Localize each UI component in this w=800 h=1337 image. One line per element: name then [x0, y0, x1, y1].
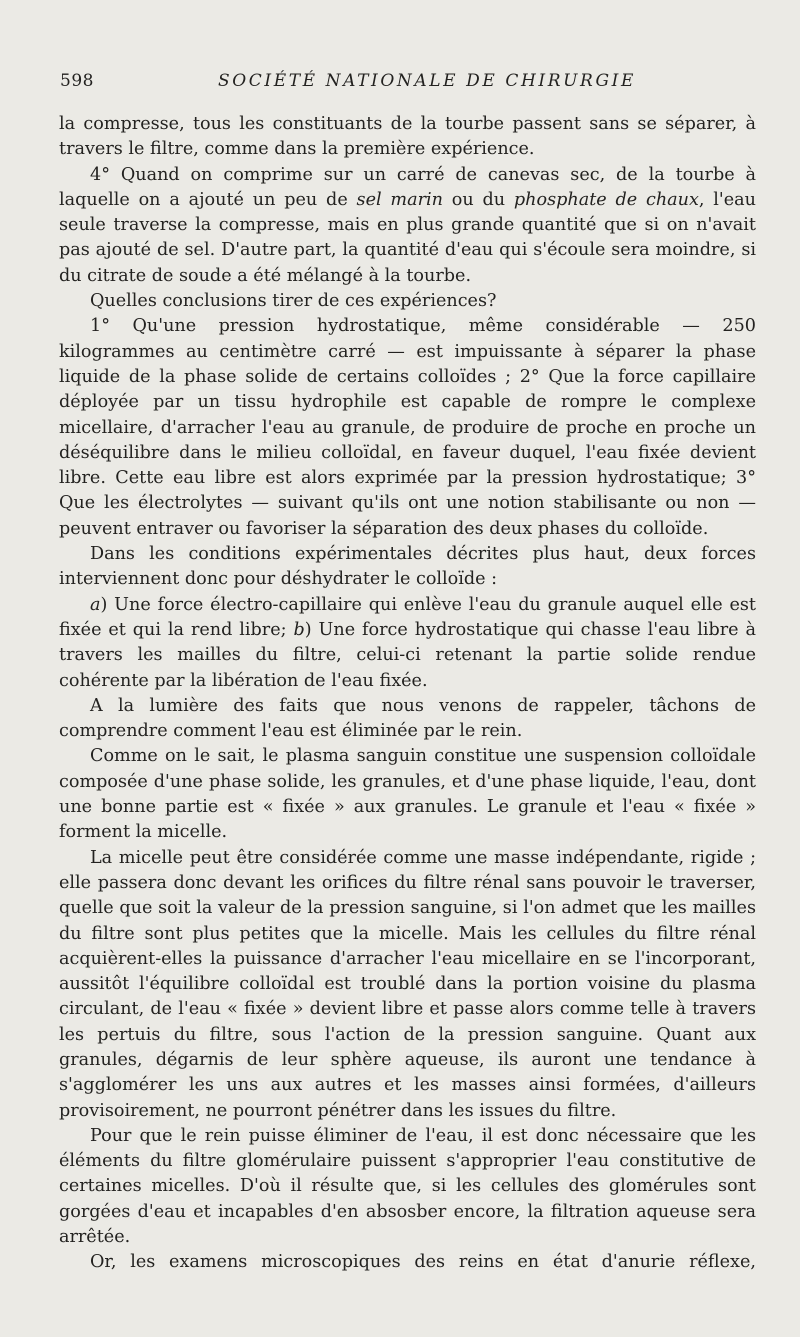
italic-term-phosphate: phosphate de chaux	[513, 189, 699, 210]
page-number: 598	[60, 71, 94, 91]
page-header	[60, 71, 760, 97]
paragraph-plasma: Comme on le sait, le plasma sanguin constitue une suspension colloïdale composée d'une phase solide, les granules, et d'une phase liquide, l'eau, dont une bonne partie est « fixée » aux granules. Le granule et l'eau « fixée » forment la micelle.	[59, 746, 756, 843]
paragraph-text: 4° Quand on comprime sur un carré de canevas sec, de la tourbe à laquelle on a ajouté un peu de	[59, 164, 756, 210]
paragraph-text: ) Une force électro-capillaire qui enlève l'eau du granule auquel elle est fixée et qui la rend libre;	[59, 594, 756, 640]
paragraph-filtre-glomerulaire: Pour que le rein puisse éliminer de l'eau, il est donc nécessaire que les éléments du filtre glomérulaire puissent s'approprier l'eau constitutive de certaines micelles. D'où il résulte que, si les cellules des glomérules sont gorgées d'eau et incapables d'en absosber encore, la filtration aqueuse sera arrêtée.	[59, 1125, 756, 1248]
paragraph-text: ) Une force hydrostatique qui chasse l'eau libre à travers les mailles du filtre, celui-ci retenant la partie solide rendue cohérente par la libération de l'eau fixée.	[59, 619, 756, 691]
paragraph-micelle: La micelle peut être considérée comme une masse indépendante, rigide ; elle passera donc devant les orifices du filtre rénal sans pouvoir le traverser, quelle que soit la valeur de la pression sanguine, si l'on admet que les mailles du filtre sont plus petites que la micelle. Mais les cellules du filtre rénal acquièrent-elles la puissance d'arracher l'eau micellaire en se l'incorporant, aussitôt l'équilibre colloïdal est troublé dans la portion voisine du plasma circulant, de l'eau « fixée » devient libre et passe alors comme telle à travers les pertuis du filtre, sous l'action de la pression sanguine. Quant aux granules, dégarnis de leur sphère aqueuse, ils auront une tendance à s'agglomérer les uns aux autres et les masses ainsi formées, d'ailleurs provisoirement, ne pourront pénétrer dans les issues du filtre.	[59, 847, 756, 1121]
italic-term-sel-marin: sel marin	[356, 189, 443, 210]
paragraph-continuation: la compresse, tous les constituants de la tourbe passent sans se séparer, à travers le filtre, comme dans la première expérience.	[59, 114, 756, 160]
paragraph-experiment-4	[59, 163, 756, 289]
paragraph-text: ou du	[442, 189, 514, 210]
paragraph-question: Quelles conclusions tirer de ces expériences?	[90, 291, 497, 312]
paragraph-rein-question: A la lumière des faits que nous venons de rappeler, tâchons de comprendre comment l'eau est éliminée par le rein.	[59, 695, 756, 742]
paragraph-anurie: Or, les examens microscopiques des reins en état d'anurie réflexe,	[90, 1252, 756, 1273]
list-label-b: b	[293, 619, 305, 640]
running-head: SOCIÉTÉ NATIONALE DE CHIRURGIE	[218, 71, 636, 91]
body-text	[59, 112, 756, 1276]
list-label-a: a	[90, 594, 101, 615]
paragraph-forces-intro: Dans les conditions expérimentales décrites plus haut, deux forces interviennent donc pour déshydrater le colloïde :	[59, 544, 756, 590]
paragraph-conclusions: 1° Qu'une pression hydrostatique, même considérable — 250 kilogrammes au centimètre carré — est impuissante à séparer la phase liquide de la phase solide de certains colloïdes ; 2° Que la force capillaire déployée par un tissu hydrophile est capable de rompre le complexe micellaire, d'arracher l'eau au granule, de produire de proche en proche un déséquilibre dans le milieu colloïdal, en faveur duquel, l'eau fixée devient libre. Cette eau libre est alors exprimée par la pression hydrostatique; 3° Que les électrolytes — suivant qu'ils ont une notion stabilisante ou non — peuvent entraver ou favoriser la séparation des deux phases du colloïde.	[59, 316, 756, 539]
paragraph-text: , l'eau seule traverse la compresse, mais en plus grande quantité que si on n'avait pas ajouté de sel. D'autre part, la quantité d'eau qui s'écoule sera moindre, si du citrate de soude a été mélangé à la tourbe.	[59, 189, 757, 286]
paragraph-forces-list	[59, 593, 756, 694]
